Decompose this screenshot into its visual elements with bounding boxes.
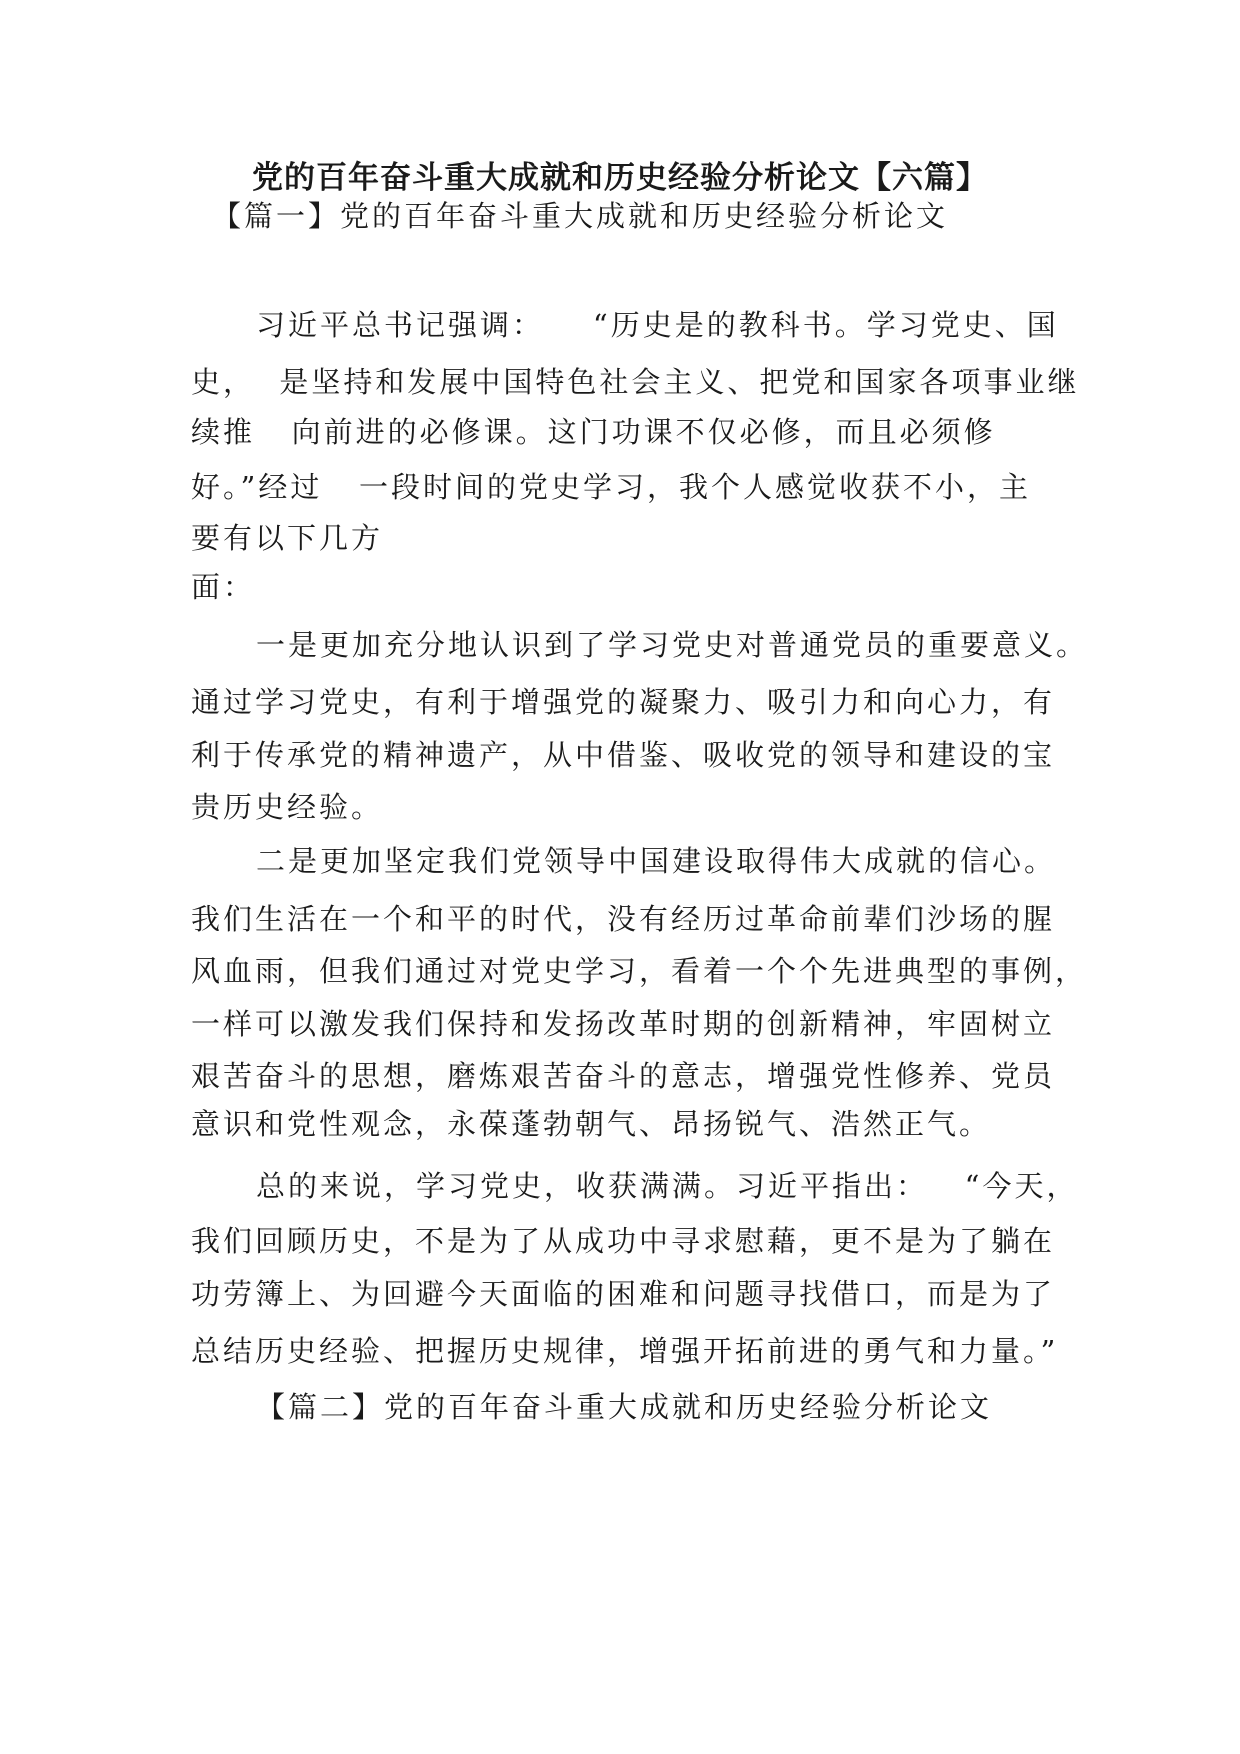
paragraph-1-line-4: 好。”经过 一段时间的党史学习，我个人感觉收获不小，主 [191, 470, 1031, 504]
paragraph-1-line-1: 习近平总书记强调： “历史是的教科书。学习党史、国 [256, 308, 1059, 342]
paragraph-4-line-1: 总的来说，学习党史，收获满满。习近平指出： “今天， [256, 1169, 1079, 1203]
paragraph-3-line-4: 一样可以激发我们保持和发扬改革时期的创新精神，牢固树立 [191, 1007, 1056, 1041]
paragraph-2-line-2: 通过学习党史，有利于增强党的凝聚力、吸引力和向心力，有 [191, 685, 1056, 719]
paragraph-3-line-1: 二是更加坚定我们党领导中国建设取得伟大成就的信心。 [256, 844, 1057, 878]
paragraph-1-line-2: 史， 是坚持和发展中国特色社会主义、把党和国家各项事业继 [191, 365, 1080, 399]
document-title: 党的百年奋斗重大成就和历史经验分析论文【六篇】 [252, 160, 988, 196]
paragraph-2-line-3: 利于传承党的精神遗产，从中借鉴、吸收党的领导和建设的宝 [191, 738, 1056, 772]
paragraph-3-line-2: 我们生活在一个和平的时代，没有经历过革命前辈们沙场的腥 [191, 902, 1056, 936]
paragraph-4-line-3: 功劳簿上、为回避今天面临的困难和问题寻找借口，而是为了 [191, 1277, 1056, 1311]
paragraph-1-line-6: 面： [191, 570, 256, 604]
paragraph-4-line-4: 总结历史经验、把握历史规律，增强开拓前进的勇气和力量。” [191, 1334, 1059, 1368]
paragraph-3-line-6: 意识和党性观念，永葆蓬勃朝气、昂扬锐气、浩然正气。 [191, 1107, 992, 1141]
paragraph-1-line-3: 续推 向前进的必修课。这门功课不仅必修，而且必须修 [191, 415, 996, 449]
section-heading-1: 【篇一】党的百年奋斗重大成就和历史经验分析论文 [212, 199, 949, 233]
paragraph-3-line-3: 风血雨，但我们通过对党史学习，看着一个个先进典型的事例， [191, 954, 1088, 988]
paragraph-1-line-5: 要有以下几方 [191, 521, 384, 555]
paragraph-2-line-1: 一是更加充分地认识到了学习党史对普通党员的重要意义。 [256, 628, 1089, 662]
paragraph-2-line-4: 贵历史经验。 [191, 790, 384, 824]
section-heading-2: 【篇二】党的百年奋斗重大成就和历史经验分析论文 [256, 1390, 993, 1424]
paragraph-4-line-2: 我们回顾历史，不是为了从成功中寻求慰藉，更不是为了躺在 [191, 1224, 1056, 1258]
paragraph-3-line-5: 艰苦奋斗的思想，磨炼艰苦奋斗的意志，增强党性修养、党员 [191, 1059, 1056, 1093]
